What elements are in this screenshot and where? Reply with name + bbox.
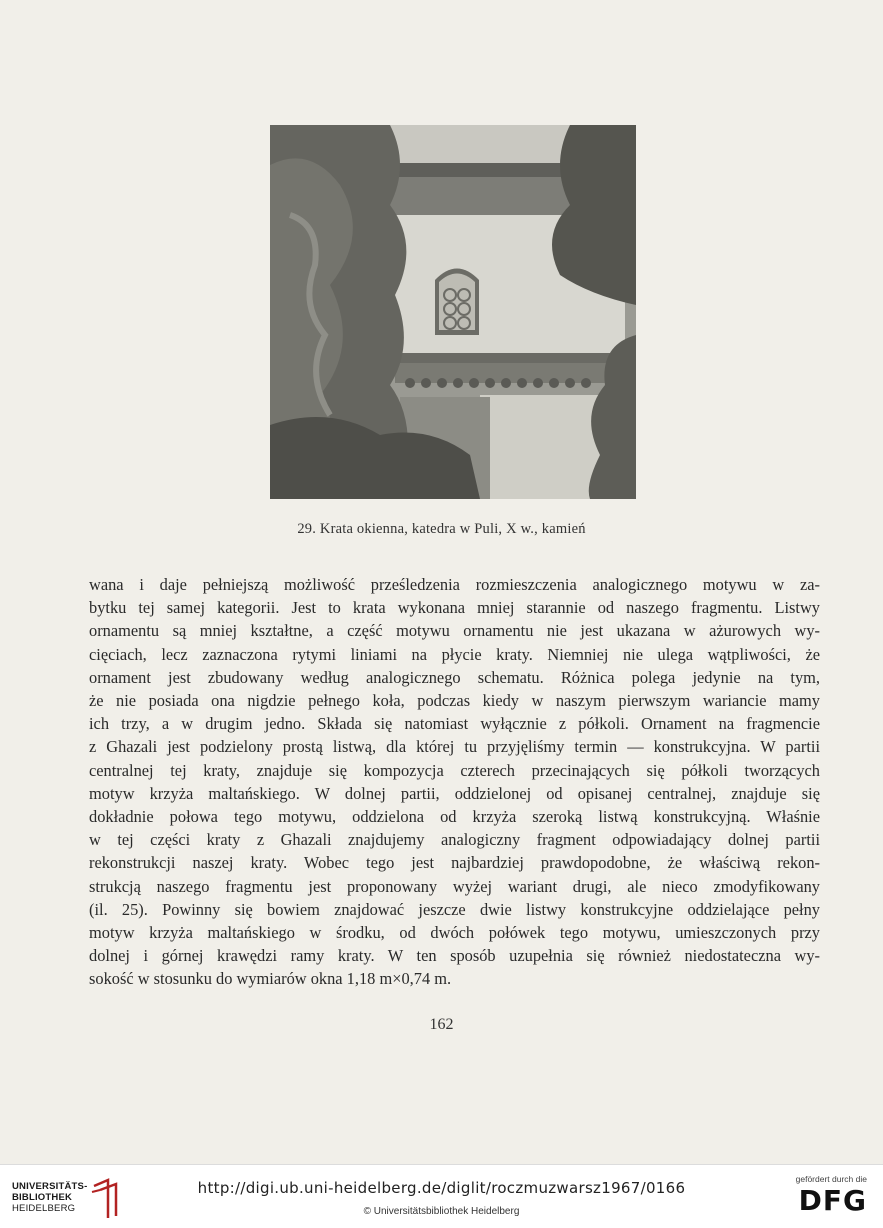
- viewer-footer: [0, 1164, 883, 1228]
- figure-caption: 29. Krata okienna, katedra w Puli, X w., kamień: [297, 521, 586, 537]
- text-line: że nie posiada ona nigdzie pełnego koła, podczas kiedy w naszym pierwszym wariancie mamy: [89, 691, 820, 711]
- body-paragraph: [89, 573, 820, 991]
- copyright-notice: © Universitätsbibliothek Heidelberg: [363, 1206, 520, 1217]
- text-line: dolnej i górnej krawędzi ramy kraty. W ten sposób uzupełnia się również niedostateczna wy-: [89, 946, 820, 966]
- page-number: 162: [429, 1016, 454, 1033]
- text-line: motyw krzyża maltańskiego w środku, od dwóch połówek tego motywu, umieszczonych przy: [89, 923, 820, 943]
- window-grille-photo: [270, 125, 636, 499]
- university-name-line: UNIVERSITÄTS-: [12, 1181, 88, 1192]
- text-line: sokość w stosunku do wymiarów okna 1,18 m×0,74 m.: [89, 969, 452, 989]
- text-line: ich trzy, a w drugim jedno. Składa się natomiast wyłącznie z półkoli. Ornament na fragmencie: [89, 714, 820, 734]
- text-line: w tej części kraty z Ghazali znajdujemy analogiczny fragment odpowiadający dolnej partii: [89, 830, 820, 850]
- text-line: cięciach, lecz zaznaczona rytymi liniami na płycie kraty. Niemniej nie ulega wątpliwości, że: [89, 644, 820, 664]
- text-line: bytku tej samej kategorii. Jest to krata wykonana mniej starannie od naszego fragmentu. Listwy: [89, 598, 820, 618]
- text-line: (il. 25). Powinny się bowiem znajdować jeszcze dwie listwy konstrukcyjne oddzielające pełny: [89, 899, 820, 919]
- university-name-line: BIBLIOTHEK: [12, 1192, 73, 1203]
- dfg-funding-logo[interactable]: [781, 1174, 867, 1216]
- text-line: rekonstrukcji naszej kraty. Wobec tego jest najbardziej prawdopodobne, że właściwą rekon-: [89, 853, 820, 873]
- funded-by-label: gefördert durch die: [795, 1174, 867, 1184]
- text-line: dokładnie połowa tego motywu, oddzielona od krzyża szeroką listwą konstrukcyjną. Właśnie: [89, 807, 820, 827]
- university-name-line: HEIDELBERG: [12, 1203, 76, 1214]
- text-line: z Ghazali jest podzielony prostą listwą, dla której tu przyjęliśmy termin — konstrukcyjna. W partii: [89, 737, 820, 757]
- text-line: ornamentu są mniej kształtne, a część motywu ornamentu nie jest ukazana w ażurowych wy-: [89, 621, 820, 641]
- dfg-logo-icon: DFG: [798, 1184, 867, 1217]
- text-line: centralnej tej kraty, znajduje się kompozycja czterech przecinających się półkoli tworzących: [89, 760, 820, 780]
- text-line: strukcją naszego fragmentu jest proponowany wyżej wariant drugi, ale nieco zmodyfikowany: [89, 876, 820, 896]
- permalink-url[interactable]: http://digi.ub.uni-heidelberg.de/diglit/roczmuzwarsz1967/0166: [197, 1179, 686, 1197]
- figure-photograph: [270, 125, 636, 499]
- text-line: ornament jest zbudowany według analogicznego schematu. Różnica polega jedynie na tym,: [89, 667, 820, 687]
- text-line: motyw krzyża maltańskiego. W dolnej partii, oddzielonej od opisanej centralnej, znajduje się: [89, 783, 820, 803]
- text-line: wana i daje pełniejszą możliwość prześledzenia rozmieszczenia analogicznego motywu w za-: [89, 575, 820, 594]
